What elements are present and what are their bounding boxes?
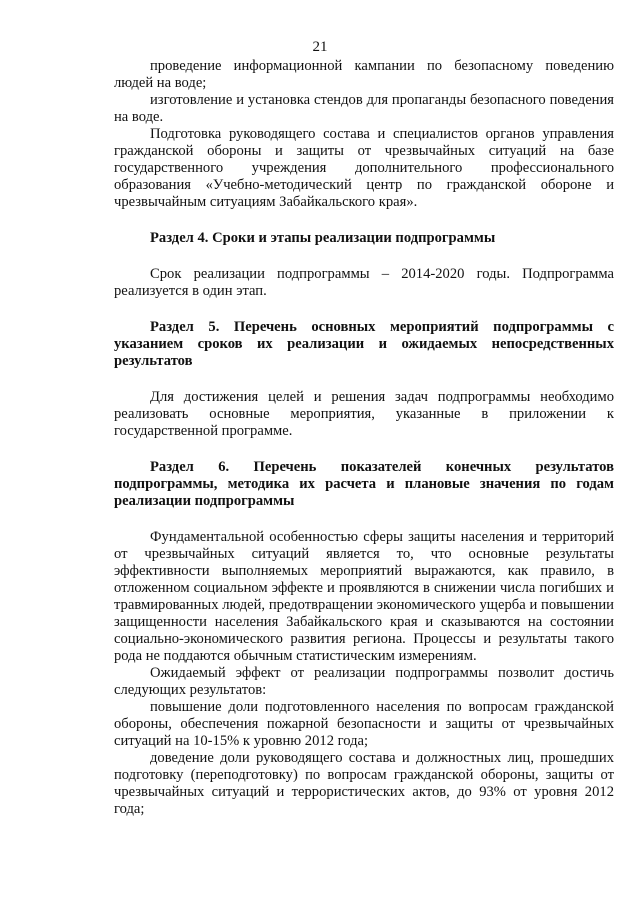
paragraph-water-safety-campaign: проведение информационной кампании по безопасному поведению людей на воде;	[114, 58, 614, 91]
spacer	[114, 440, 614, 459]
section-4-heading: Раздел 4. Сроки и этапы реализации подпрограммы	[150, 230, 496, 246]
paragraph-staff-training: Подготовка руководящего состава и специалистов органов управления гражданской обороны и защиты от чрезвычайных ситуаций на базе государственного учреждения дополнительного профессионального образования «Учебно-методический центр по гражданской обороне и чрезвычайным ситуациям Забайкальского края».	[114, 126, 614, 210]
page-number: 21	[312, 39, 328, 55]
paragraph-fundamental-feature: Фундаментальной особенностью сферы защиты населения и территорий от чрезвычайных ситуаций является то, что основные результаты эффективности выполняемых мероприятий выражаются, как правило, в отложенном социальном эффекте и проявляются в снижении числа погибших и травмированных людей, предотвращении экономического ущерба и повышении защищенности населения Забайкальского края и сказываются на состоянии социально-экономического развития региона. Процессы и результаты такого рода не поддаются обычным статистическим измерениям.	[114, 529, 614, 664]
spacer	[114, 370, 614, 389]
paragraph-result-staff-training: доведение доли руководящего состава и должностных лиц, прошедших подготовку (переподготовку) по вопросам гражданской обороны, защиты от чрезвычайных ситуаций и террористических актов, до 93% от уровня 2012 года;	[114, 750, 614, 817]
section-6-heading: Раздел 6. Перечень показателей конечных результатов подпрограммы, методика их расчета и плановые значения по годам реализации подпрограммы	[114, 459, 614, 509]
document-body	[114, 58, 614, 818]
paragraph-main-activities: Для достижения целей и решения задач подпрограммы необходимо реализовать основные мероприятия, указанные в приложении к государственной программе.	[114, 389, 614, 439]
paragraph-water-safety-stands: изготовление и установка стендов для пропаганды безопасного поведения на воде.	[114, 92, 614, 125]
paragraph-result-population-training: повышение доли подготовленного населения по вопросам гражданской обороны, обеспечения пожарной безопасности и защиты от чрезвычайных ситуаций на 10-15% к уровню 2012 года;	[114, 699, 614, 749]
spacer	[114, 247, 614, 266]
section-5-heading: Раздел 5. Перечень основных мероприятий подпрограммы с указанием сроков их реализации и ожидаемых непосредственных результатов	[114, 319, 614, 369]
spacer	[114, 211, 614, 230]
paragraph-expected-effect: Ожидаемый эффект от реализации подпрограммы позволит достичь следующих результатов:	[114, 665, 614, 698]
paragraph-implementation-period: Срок реализации подпрограммы – 2014-2020 годы. Подпрограмма реализуется в один этап.	[114, 266, 614, 299]
spacer	[114, 510, 614, 529]
spacer	[114, 300, 614, 319]
